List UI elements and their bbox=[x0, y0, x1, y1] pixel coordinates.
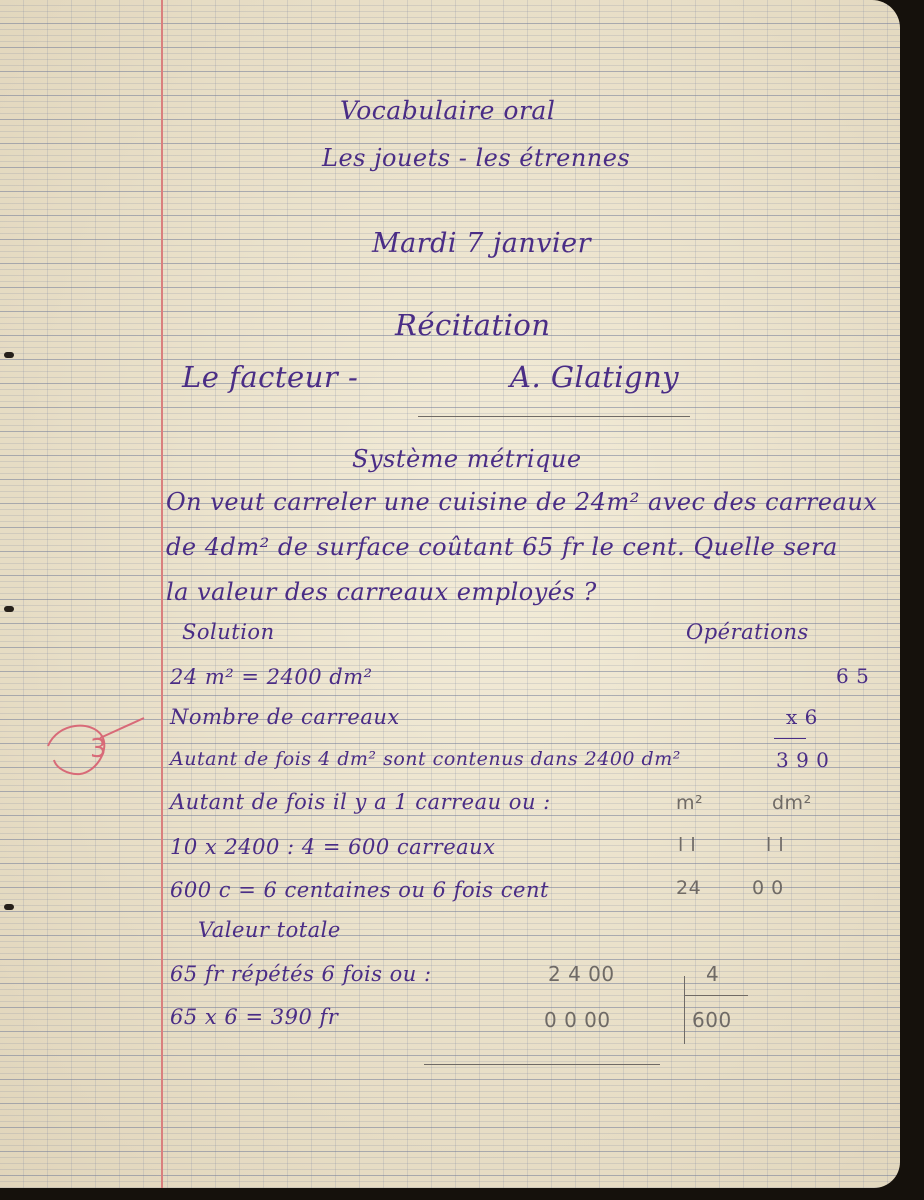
problem-line: de 4dm² de surface coûtant 65 fr le cent. Quelle sera bbox=[166, 533, 838, 561]
end-rule bbox=[424, 1064, 660, 1065]
conversion-dm2: 0 0 bbox=[752, 877, 784, 899]
unit-dm2: dm² bbox=[772, 792, 812, 814]
division-remainder: 0 0 00 bbox=[544, 1008, 611, 1032]
division-dividend: 2 4 00 bbox=[548, 962, 615, 986]
solution-line: Autant de fois il y a 1 carreau ou : bbox=[170, 790, 551, 814]
binding-hole bbox=[4, 606, 14, 612]
grade-value: 3 bbox=[90, 734, 107, 764]
solution-line: 65 fr répétés 6 fois ou : bbox=[170, 962, 432, 986]
solution-line: Autant de fois 4 dm² sont contenus dans 2400 dm² bbox=[170, 748, 681, 770]
division-rule bbox=[684, 995, 748, 996]
problem-heading: Système métrique bbox=[352, 445, 582, 473]
division-bar bbox=[684, 976, 685, 1044]
solution-line: 24 m² = 2400 dm² bbox=[170, 665, 373, 689]
mult-rule bbox=[774, 738, 806, 739]
problem-line: On veut carreler une cuisine de 24m² avec des carreaux bbox=[166, 488, 878, 516]
unit-ticks: l l bbox=[766, 834, 785, 856]
solution-line: 10 x 2400 : 4 = 600 carreaux bbox=[170, 835, 496, 859]
conversion-m2: 24 bbox=[676, 877, 702, 899]
solution-label: Solution bbox=[182, 620, 275, 644]
mult-top: 6 5 bbox=[836, 664, 870, 688]
margin-line bbox=[161, 0, 163, 1188]
vocab-subtitle: Les jouets - les étrennes bbox=[322, 144, 631, 172]
problem-line: la valeur des carreaux employés ? bbox=[166, 578, 597, 606]
solution-line: Valeur totale bbox=[198, 918, 341, 942]
division-divisor: 4 bbox=[706, 962, 720, 986]
recitation-heading: Récitation bbox=[395, 308, 551, 342]
poem-author: A. Glatigny bbox=[510, 360, 680, 394]
unit-m2: m² bbox=[676, 792, 704, 814]
solution-line: 65 x 6 = 390 fr bbox=[170, 1005, 339, 1029]
unit-ticks: l l bbox=[678, 834, 697, 856]
date-heading: Mardi 7 janvier bbox=[372, 228, 592, 259]
poem-title: Le facteur - bbox=[182, 360, 359, 394]
vocab-title: Vocabulaire oral bbox=[340, 96, 556, 125]
division-quotient: 600 bbox=[692, 1008, 732, 1032]
solution-line: Nombre de carreaux bbox=[170, 705, 400, 729]
solution-line: 600 c = 6 centaines ou 6 fois cent bbox=[170, 878, 549, 902]
mult-by: x 6 bbox=[786, 705, 818, 729]
section-divider bbox=[418, 416, 690, 417]
binding-hole bbox=[4, 904, 14, 910]
binding-hole bbox=[4, 352, 14, 358]
mult-result: 3 9 0 bbox=[776, 748, 830, 772]
operations-label: Opérations bbox=[686, 620, 809, 644]
